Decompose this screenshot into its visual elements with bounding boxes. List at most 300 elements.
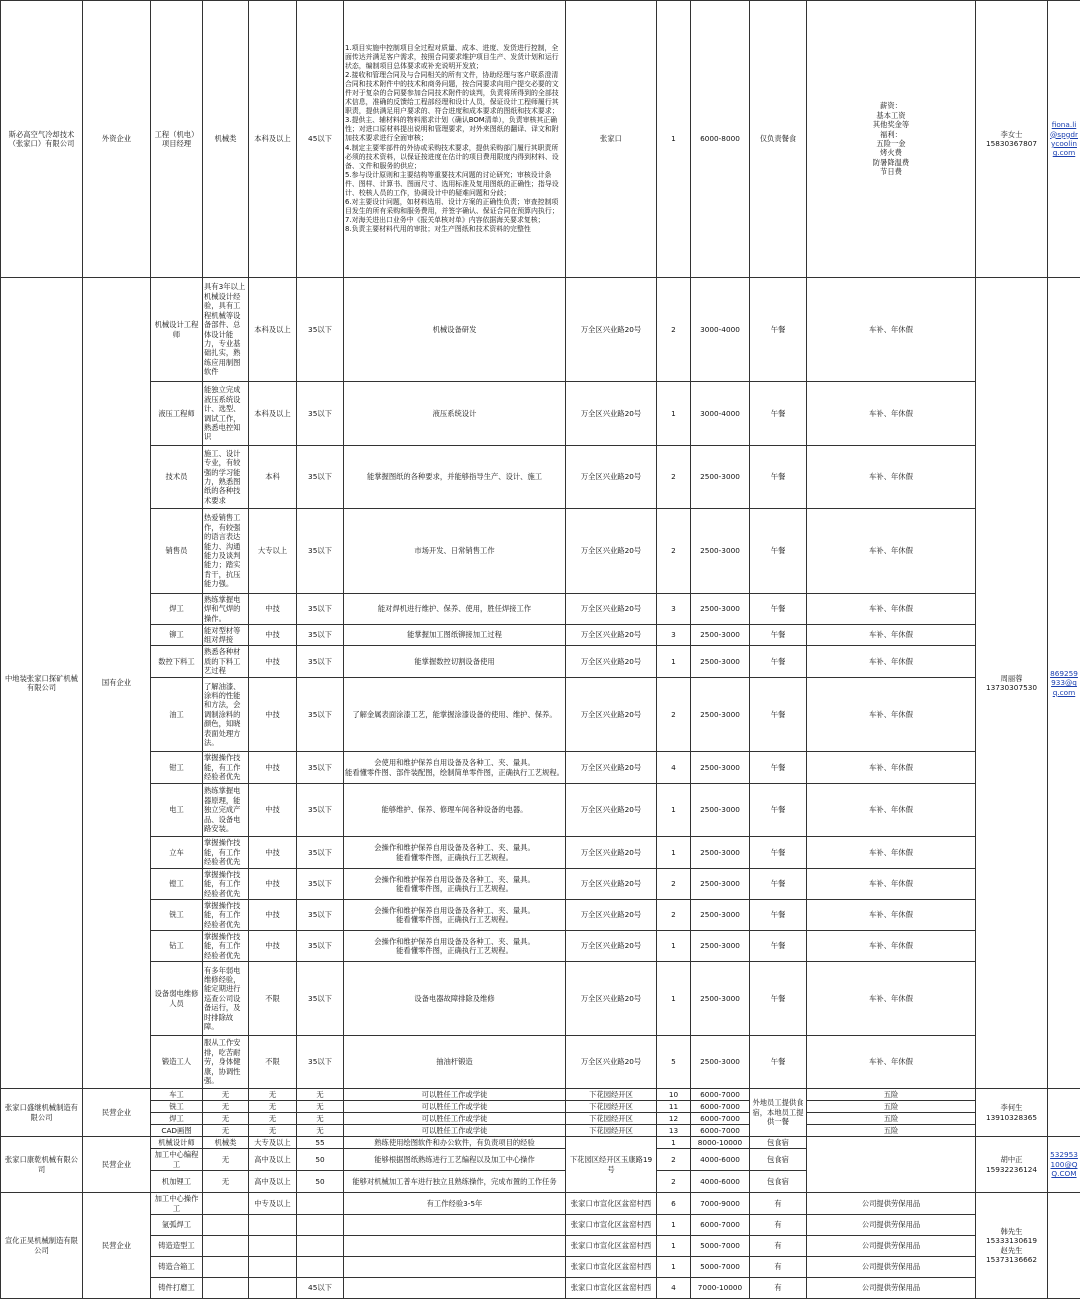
job-title: 铸件打磨工 — [151, 1278, 203, 1299]
job-duty: 液压系统设计 — [344, 382, 566, 446]
job-requirement: 热爱销售工作，有较强的语言表达能力、沟通能力及谈判能力；踏实肯干，抗压能力强。 — [203, 509, 249, 594]
job-location: 下花园经开区 — [566, 1125, 657, 1137]
job-title: 机加锂工 — [151, 1171, 203, 1193]
job-title: 锻造工人 — [151, 1036, 203, 1089]
job-age: 35以下 — [297, 446, 344, 509]
job-salary: 2500-3000 — [691, 931, 750, 962]
job-meals: 午餐 — [750, 784, 807, 837]
job-meals: 包食宿 — [750, 1149, 807, 1171]
contact-person: 李女士 15830367807 — [976, 1, 1048, 278]
job-meals: 有 — [750, 1236, 807, 1257]
job-age: 35以下 — [297, 900, 344, 931]
job-salary: 2500-3000 — [691, 752, 750, 784]
job-requirement: 熟悉各种材质的下料工艺过程 — [203, 646, 249, 678]
job-requirement: 能独立完成液压系统设计、选型、调试工作，熟悉电控知识 — [203, 382, 249, 446]
job-meals: 午餐 — [750, 646, 807, 678]
job-education: 中技 — [249, 594, 297, 625]
job-age: 35以下 — [297, 646, 344, 678]
job-education: 中技 — [249, 678, 297, 752]
job-salary: 6000-7000 — [691, 1215, 750, 1236]
job-title: 油工 — [151, 678, 203, 752]
job-location: 万全区兴业路20号 — [566, 869, 657, 900]
job-meals: 有 — [750, 1215, 807, 1236]
job-meals: 午餐 — [750, 931, 807, 962]
job-requirement — [203, 1193, 249, 1215]
job-age: 无 — [297, 1125, 344, 1137]
job-benefits: 车补、年休假 — [807, 594, 976, 625]
table-row — [1, 784, 1080, 837]
table-row — [1, 1137, 1080, 1149]
job-education: 无 — [249, 1125, 297, 1137]
job-duty: 熟练使用绘图软件和办公软件，有负责项目的经验 — [344, 1137, 566, 1149]
job-location: 下花园经开区 — [566, 1113, 657, 1125]
company-name: 斯必高空气冷却技术（张家口）有限公司 — [1, 1, 83, 278]
company-name: 张家口盛继机械制造有限公司 — [1, 1089, 83, 1137]
job-salary: 6000-8000 — [691, 1, 750, 278]
job-education: 不限 — [249, 1036, 297, 1089]
job-requirement: 有多年弱电维修经验，能定期进行巡查公司设备运行，及时排除故障。 — [203, 962, 249, 1036]
job-salary: 5000-7000 — [691, 1236, 750, 1257]
job-benefits: 薪资： 基本工资 其他奖金等 福利： 五险一金 烤火费 防暑降温费 节日费 — [807, 1, 976, 278]
job-benefits: 车补、年休假 — [807, 446, 976, 509]
job-age: 无 — [297, 1113, 344, 1125]
job-salary: 6000-7000 — [691, 1113, 750, 1125]
job-benefits: 车补、年休假 — [807, 678, 976, 752]
job-benefits: 公司提供劳保用品 — [807, 1215, 976, 1236]
job-meals: 包食宿 — [750, 1137, 807, 1149]
job-salary: 2500-3000 — [691, 962, 750, 1036]
job-salary: 6000-7000 — [691, 1101, 750, 1113]
job-title: 加工中心编程工 — [151, 1149, 203, 1171]
job-age — [297, 1236, 344, 1257]
job-education — [249, 1215, 297, 1236]
job-duty: 能够根据图纸熟练进行工艺编程以及加工中心操作 — [344, 1149, 566, 1171]
job-location: 张家口市宣化区盆窑村西 — [566, 1193, 657, 1215]
table-row — [1, 837, 1080, 869]
company-type: 国有企业 — [83, 278, 151, 1089]
job-benefits: 公司提供劳保用品 — [807, 1257, 976, 1278]
job-age: 35以下 — [297, 784, 344, 837]
job-benefits: 车补、年休假 — [807, 752, 976, 784]
job-location: 万全区兴业路20号 — [566, 931, 657, 962]
job-requirement: 无 — [203, 1125, 249, 1137]
job-salary: 2500-3000 — [691, 509, 750, 594]
job-age: 35以下 — [297, 625, 344, 646]
job-location: 万全区兴业路20号 — [566, 625, 657, 646]
job-duty: 能掌握图纸的各种要求，并能够指导生产、设计、施工 — [344, 446, 566, 509]
job-location: 张家口市宣化区盆窑村西 — [566, 1236, 657, 1257]
job-benefits: 车补、年休假 — [807, 784, 976, 837]
job-count: 2 — [657, 509, 691, 594]
table-row — [1, 869, 1080, 900]
job-location: 万全区兴业路20号 — [566, 784, 657, 837]
job-duty: 可以胜任工作或学徒 — [344, 1113, 566, 1125]
job-duty: 可以胜任工作或学徒 — [344, 1125, 566, 1137]
table-row — [1, 1215, 1080, 1236]
job-location: 万全区兴业路20号 — [566, 446, 657, 509]
job-benefits: 车补、年休假 — [807, 278, 976, 382]
job-age — [297, 1257, 344, 1278]
job-age: 35以下 — [297, 278, 344, 382]
job-title: 铣工 — [151, 1101, 203, 1113]
job-salary: 3000-4000 — [691, 278, 750, 382]
job-salary: 2500-3000 — [691, 784, 750, 837]
table-row — [1, 1036, 1080, 1089]
job-location: 张家口市宣化区盆窑村西 — [566, 1278, 657, 1299]
job-title: 钻工 — [151, 931, 203, 962]
job-title: 焊工 — [151, 1113, 203, 1125]
job-meals: 午餐 — [750, 837, 807, 869]
job-education: 中技 — [249, 869, 297, 900]
job-requirement: 无 — [203, 1113, 249, 1125]
job-location: 张家口 — [566, 1, 657, 278]
table-row — [1, 1, 1080, 278]
job-age: 35以下 — [297, 931, 344, 962]
job-requirement: 无 — [203, 1149, 249, 1171]
job-requirement: 无 — [203, 1171, 249, 1193]
job-meals: 午餐 — [750, 900, 807, 931]
table-row — [1, 278, 1080, 382]
job-count: 2 — [657, 900, 691, 931]
job-requirement: 掌握操作技能，有工作经验者优先 — [203, 900, 249, 931]
job-meals: 午餐 — [750, 752, 807, 784]
job-education: 中技 — [249, 625, 297, 646]
job-title: 技术员 — [151, 446, 203, 509]
job-age: 35以下 — [297, 382, 344, 446]
job-count: 1 — [657, 931, 691, 962]
job-age: 45以下 — [297, 1, 344, 278]
job-age: 55 — [297, 1137, 344, 1149]
job-education: 本科及以上 — [249, 1, 297, 278]
company-type: 民营企业 — [83, 1089, 151, 1137]
table-row — [1, 962, 1080, 1036]
job-requirement: 能对型材等组对焊接 — [203, 625, 249, 646]
job-salary: 5000-7000 — [691, 1257, 750, 1278]
job-requirement: 了解油漆、涂料的性能和方法，会调制涂料的颜色，知晓表面处理方法。 — [203, 678, 249, 752]
job-count: 1 — [657, 1257, 691, 1278]
job-meals: 午餐 — [750, 509, 807, 594]
job-benefits: 车补、年休假 — [807, 962, 976, 1036]
job-duty: 能够维护、保养、修理车间各种设备的电器。 — [344, 784, 566, 837]
job-title: 销售员 — [151, 509, 203, 594]
table-row — [1, 1257, 1080, 1278]
contact-email-empty — [1048, 1089, 1080, 1137]
job-education: 中专及以上 — [249, 1193, 297, 1215]
job-duty: 机械设备研发 — [344, 278, 566, 382]
job-title: 铸造合箱工 — [151, 1257, 203, 1278]
job-requirement — [203, 1278, 249, 1299]
job-benefits: 五险 — [807, 1125, 976, 1137]
job-location: 万全区兴业路20号 — [566, 900, 657, 931]
job-education: 中技 — [249, 752, 297, 784]
job-benefits: 公司提供劳保用品 — [807, 1193, 976, 1215]
job-salary: 4000-6000 — [691, 1171, 750, 1193]
job-benefits: 公司提供劳保用品 — [807, 1236, 976, 1257]
job-meals: 外地员工提供食宿，本地员工提供一餐 — [750, 1089, 807, 1137]
job-location: 万全区兴业路20号 — [566, 278, 657, 382]
job-count: 1 — [657, 1137, 691, 1149]
job-age: 35以下 — [297, 1036, 344, 1089]
job-age: 35以下 — [297, 594, 344, 625]
job-education: 大专及以上 — [249, 1137, 297, 1149]
job-meals: 有 — [750, 1278, 807, 1299]
job-duty: 抽油杆锻造 — [344, 1036, 566, 1089]
job-title: 电工 — [151, 784, 203, 837]
table-row — [1, 509, 1080, 594]
job-education: 大专以上 — [249, 509, 297, 594]
job-salary: 2500-3000 — [691, 678, 750, 752]
job-location: 下花园区经开区玉康路19号 — [566, 1137, 657, 1193]
job-requirement: 服从工作安排，吃苦耐劳，身体健康，协调性强。 — [203, 1036, 249, 1089]
job-duty: 可以胜任工作或学徒 — [344, 1101, 566, 1113]
job-education — [249, 1236, 297, 1257]
job-duty: 会操作和维护保养自用设备及各种工、夹、量具。 能看懂零件图，正确执行工艺规程。 — [344, 837, 566, 869]
job-age: 无 — [297, 1089, 344, 1101]
job-title: 铸造造型工 — [151, 1236, 203, 1257]
table-row — [1, 1278, 1080, 1299]
job-location: 张家口市宣化区盆窑村西 — [566, 1257, 657, 1278]
job-age: 35以下 — [297, 869, 344, 900]
job-duty: 会操作和维护保养自用设备及各种工、夹、量具。 能看懂零件图，正确执行工艺规程。 — [344, 900, 566, 931]
job-meals: 午餐 — [750, 382, 807, 446]
job-age — [297, 1193, 344, 1215]
job-education: 无 — [249, 1089, 297, 1101]
contact-person: 胡中正 15932236124 — [976, 1137, 1048, 1193]
job-meals: 包食宿 — [750, 1171, 807, 1193]
job-count: 13 — [657, 1125, 691, 1137]
company-name: 中地装张家口探矿机械有限公司 — [1, 278, 83, 1089]
job-duty: 能掌握数控切割设备使用 — [344, 646, 566, 678]
contact-email-link[interactable]: fiona.li@spgdrycooling.com — [1048, 1, 1080, 278]
job-location: 下花园经开区 — [566, 1101, 657, 1113]
company-type: 民营企业 — [83, 1137, 151, 1193]
job-requirement: 无 — [203, 1089, 249, 1101]
job-duty: 1.项目实施中控制项目全过程对质量、成本、进度、发货进行控制，全面传达并满足客户需求，按照合同要求维护项目生产、发货计划和运行状态，编制项目总体要求或补充说明开发放； 2.接收和管理合同及与合同相关的所有文件，协助经理与客户联系澄清合同和技术附件中的技术和商务问题，按合同要求向用户提交必要的文件对于复杂的合同要参加合同技术附件的谈判，负责将所得到的全部技术信息，准确的反馈给工程部经理和设计人员，保证设计工程师履行其职责，提供满足用户要求的、符合进度和成本要求的图纸和技术要求； 3.提供主、辅材料的物料需求计划（确认BOM清单），负责审核其正确性；对进口原材料提出说明和管理要求，对外来图纸的翻译、译文和附加技术要求进行全面审核； 4.制定主要零部件的外协或采购技术要求，提供采购部门履行其职责所必须的技术资料，以保证按进度在估计的项目费用限度内得到材料、设备、文件和服务的供应； 5.参与设计原则和主要结构等重要技术问题的讨论研究；审核设计条件、图样、计算书、图面尺寸、选用标准及复用图纸的正确性；指导设计、校核人员的工作，协调设计中的疑难问题和分歧； 6.对主要设计问题，如材料选用、设计方案的正确性负责；审查控制项目发生的所有采购和服务费用，并签字确认、保证合同在预算内执行； 7.对海关进出口业务中《报关单核对单》内容依据海关要求复核； 8.负责主要材料代用的审批；对生产图纸和技术资料的完整性 — [344, 1, 566, 278]
job-benefits: 车补、年休假 — [807, 931, 976, 962]
job-salary: 2500-3000 — [691, 837, 750, 869]
job-title: 加工中心操作工 — [151, 1193, 203, 1215]
job-meals: 有 — [750, 1257, 807, 1278]
job-title: 机械设计工程师 — [151, 278, 203, 382]
job-salary: 2500-3000 — [691, 869, 750, 900]
job-duty: 会操作和维护保养自用设备及各种工、夹、量具。 能看懂零件图，正确执行工艺规程。 — [344, 869, 566, 900]
job-title: 车工 — [151, 1089, 203, 1101]
job-count: 6 — [657, 1193, 691, 1215]
job-meals: 午餐 — [750, 678, 807, 752]
job-location: 万全区兴业路20号 — [566, 509, 657, 594]
job-age: 45以下 — [297, 1278, 344, 1299]
job-meals: 仅负责餐食 — [750, 1, 807, 278]
table-row — [1, 646, 1080, 678]
job-benefits: 车补、年休假 — [807, 837, 976, 869]
job-meals: 午餐 — [750, 625, 807, 646]
job-education: 本科及以上 — [249, 278, 297, 382]
job-requirement: 施工、设计专业，有较强的学习能力，熟悉图纸的各种技术要求 — [203, 446, 249, 509]
job-benefits: 车补、年休假 — [807, 509, 976, 594]
job-location: 万全区兴业路20号 — [566, 678, 657, 752]
job-education: 中技 — [249, 931, 297, 962]
job-education: 中技 — [249, 837, 297, 869]
table-row — [1, 1236, 1080, 1257]
job-count: 3 — [657, 625, 691, 646]
job-age: 50 — [297, 1149, 344, 1171]
job-title: 数控下料工 — [151, 646, 203, 678]
table-row — [1, 382, 1080, 446]
table-row — [1, 1125, 1080, 1137]
job-title: 铣工 — [151, 900, 203, 931]
job-age: 35以下 — [297, 837, 344, 869]
table-row — [1, 1089, 1080, 1101]
job-salary: 6000-7000 — [691, 1125, 750, 1137]
job-count: 1 — [657, 646, 691, 678]
job-education — [249, 1257, 297, 1278]
job-count: 2 — [657, 869, 691, 900]
job-requirement: 机械类 — [203, 1137, 249, 1149]
job-benefits: 车补、年休假 — [807, 900, 976, 931]
job-age: 35以下 — [297, 962, 344, 1036]
job-age: 35以下 — [297, 752, 344, 784]
job-benefits: 车补、年休假 — [807, 625, 976, 646]
table-row — [1, 931, 1080, 962]
job-benefits: 车补、年休假 — [807, 382, 976, 446]
job-major: 机械类 — [203, 1, 249, 278]
job-education: 本科 — [249, 446, 297, 509]
job-title: 焊工 — [151, 594, 203, 625]
job-meals: 午餐 — [750, 869, 807, 900]
table-row — [1, 1113, 1080, 1125]
job-salary: 7000-10000 — [691, 1278, 750, 1299]
job-salary: 4000-6000 — [691, 1149, 750, 1171]
company-name: 宣化正昊机械制造有限公司 — [1, 1193, 83, 1299]
job-education: 无 — [249, 1101, 297, 1113]
job-title: 钳工 — [151, 752, 203, 784]
table-row — [1, 1193, 1080, 1215]
table-row — [1, 625, 1080, 646]
job-duty: 会使用和维护保养自用设备及各种工、夹、量具。 能看懂零件图、部件装配图，绘制简单零件图，正确执行工艺规程。 — [344, 752, 566, 784]
job-age: 50 — [297, 1171, 344, 1193]
job-location: 万全区兴业路20号 — [566, 962, 657, 1036]
job-count: 1 — [657, 962, 691, 1036]
contact-person: 周丽蓉 13730307530 — [976, 278, 1048, 1089]
job-education: 无 — [249, 1113, 297, 1125]
job-requirement: 掌握操作技能，有工作经验者优先 — [203, 752, 249, 784]
job-title: 氩弧焊工 — [151, 1215, 203, 1236]
contact-email-empty — [1048, 1193, 1080, 1299]
job-location: 万全区兴业路20号 — [566, 1036, 657, 1089]
job-count: 1 — [657, 837, 691, 869]
contact-person: 韩先生 15333130619 赵先生 15373136662 — [976, 1193, 1048, 1299]
job-count: 5 — [657, 1036, 691, 1089]
job-requirement — [203, 1257, 249, 1278]
job-title: 液压工程师 — [151, 382, 203, 446]
job-count: 1 — [657, 382, 691, 446]
job-salary: 8000-10000 — [691, 1137, 750, 1149]
job-age: 无 — [297, 1101, 344, 1113]
job-title: 镗工 — [151, 869, 203, 900]
job-title: CAD画图 — [151, 1125, 203, 1137]
job-requirement: 无 — [203, 1101, 249, 1113]
job-duty: 设备电器故障排除及维修 — [344, 962, 566, 1036]
job-count: 4 — [657, 752, 691, 784]
job-title: 设备弱电维修人员 — [151, 962, 203, 1036]
job-duty — [344, 1257, 566, 1278]
job-benefits-empty — [807, 1137, 976, 1193]
job-education: 本科及以上 — [249, 382, 297, 446]
job-duty — [344, 1278, 566, 1299]
job-location: 张家口市宣化区盆窑村西 — [566, 1215, 657, 1236]
job-requirement: 熟练掌握电器原理，能独立完成产品、设备电路安装。 — [203, 784, 249, 837]
job-count: 4 — [657, 1278, 691, 1299]
job-count: 1 — [657, 1236, 691, 1257]
job-duty: 能掌握加工图纸铆接加工过程 — [344, 625, 566, 646]
job-location: 万全区兴业路20号 — [566, 646, 657, 678]
job-requirement: 掌握操作技能，有工作经验者优先 — [203, 837, 249, 869]
job-education: 中技 — [249, 646, 297, 678]
job-benefits: 五险 — [807, 1101, 976, 1113]
job-duty — [344, 1236, 566, 1257]
job-salary: 6000-7000 — [691, 1089, 750, 1101]
job-requirement — [203, 1215, 249, 1236]
job-duty: 会操作和维护保养自用设备及各种工、夹、量具。 能看懂零件图，正确执行工艺规程。 — [344, 931, 566, 962]
job-salary: 2500-3000 — [691, 646, 750, 678]
contact-email-link[interactable]: 532953100@QQ.COM — [1048, 1137, 1080, 1193]
job-duty: 能够对机械加工普车进行独立且熟练操作，完成布置的工作任务 — [344, 1171, 566, 1193]
table-row — [1, 900, 1080, 931]
job-count: 2 — [657, 278, 691, 382]
job-count: 10 — [657, 1089, 691, 1101]
job-duty: 有工作经验3-5年 — [344, 1193, 566, 1215]
contact-email-link[interactable]: 869259933@qq.com — [1048, 278, 1080, 1089]
table-row — [1, 752, 1080, 784]
job-benefits: 车补、年休假 — [807, 1036, 976, 1089]
job-title: 立车 — [151, 837, 203, 869]
job-salary: 2500-3000 — [691, 594, 750, 625]
job-education: 不限 — [249, 962, 297, 1036]
company-name: 张家口康乾机械有限公司 — [1, 1137, 83, 1193]
job-requirement: 具有3年以上机械设计经验，具有工程机械等设备部件、总体设计能力，专业基础扎实，熟练应用制图软件 — [203, 278, 249, 382]
job-count: 12 — [657, 1113, 691, 1125]
job-age: 35以下 — [297, 678, 344, 752]
contact-person: 李何生 13910328365 — [976, 1089, 1048, 1137]
job-age: 35以下 — [297, 509, 344, 594]
job-location: 万全区兴业路20号 — [566, 382, 657, 446]
company-type: 民营企业 — [83, 1193, 151, 1299]
job-salary: 2500-3000 — [691, 446, 750, 509]
job-requirement: 掌握操作技能，有工作经验者优先 — [203, 869, 249, 900]
job-meals: 午餐 — [750, 594, 807, 625]
job-meals: 午餐 — [750, 962, 807, 1036]
job-requirement: 熟练掌握电焊和气焊的操作。 — [203, 594, 249, 625]
job-benefits: 车补、年休假 — [807, 869, 976, 900]
job-benefits: 五险 — [807, 1089, 976, 1101]
job-count: 2 — [657, 446, 691, 509]
job-title: 铆工 — [151, 625, 203, 646]
job-location: 下花园经开区 — [566, 1089, 657, 1101]
company-type: 外资企业 — [83, 1, 151, 278]
job-age — [297, 1215, 344, 1236]
job-education: 中技 — [249, 900, 297, 931]
job-salary: 2500-3000 — [691, 625, 750, 646]
job-count: 3 — [657, 594, 691, 625]
job-count: 1 — [657, 1, 691, 278]
job-duty: 能对焊机进行维护、保养、使用，胜任焊接工作 — [344, 594, 566, 625]
table-row — [1, 446, 1080, 509]
job-salary: 2500-3000 — [691, 1036, 750, 1089]
job-duty — [344, 1215, 566, 1236]
job-benefits: 公司提供劳保用品 — [807, 1278, 976, 1299]
job-location: 万全区兴业路20号 — [566, 594, 657, 625]
job-salary: 3000-4000 — [691, 382, 750, 446]
